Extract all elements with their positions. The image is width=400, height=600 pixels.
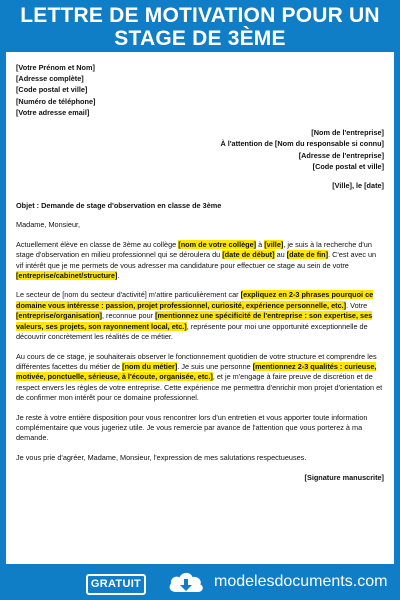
placeholder-highlight: [date de début]: [222, 250, 275, 260]
site-name: modelesdocuments.com: [214, 573, 388, 590]
page-title: LETTRE DE MOTIVATION POUR UN STAGE DE 3ÈME: [20, 4, 380, 50]
recipient-attention: À l'attention de [Nom du responsable si connu]: [220, 139, 384, 149]
text: , représente pour moi une opportunité exceptionnelle de découvrir concrètement les réalités de ce métier.: [16, 321, 368, 342]
sender-block: [16, 62, 384, 118]
paragraph-availability: Je reste à votre entière disposition pour vous rencontrer lors d'un entretien et vous apporter toute information complémentaire que vous jugeriez utile. Je vous remercie par avance de l'attention que vous porterez à ma demande.: [16, 412, 368, 443]
recipient-block: [16, 127, 384, 173]
text: . Je suis une personne: [177, 361, 253, 371]
text: Le secteur de [nom du secteur d'activité] m'attire particulièrement car: [16, 290, 241, 300]
placeholder-highlight: [ville]: [264, 239, 284, 249]
recipient-postal-city: [Code postal et ville]: [312, 162, 384, 172]
sender-address: [Adresse complète]: [16, 74, 84, 84]
placeholder-highlight: [expliquez en 2-3 phrases pourquoi ce domaine vous intéresse : passion, projet professionnel, curiosité, expérience personnelle, etc.]: [16, 290, 374, 310]
text: , je suis à la recherche d'un stage d'observation en milieu professionnel qui se déroulera du: [16, 239, 372, 260]
placeholder-highlight: [nom du métier]: [122, 361, 178, 371]
paragraph-closing: Je vous prie d'agréer, Madame, Monsieur, l'expression de mes salutations respectueuses.: [16, 452, 307, 462]
text: Au cours de ce stage, je souhaiterais observer le fonctionnement quotidien de votre structure et comprendre les différentes facettes du métier de: [16, 351, 377, 371]
sender-email: [Votre adresse email]: [16, 107, 90, 117]
free-badge: GRATUIT: [86, 574, 146, 595]
placeholder-highlight: [entreprise/organisation]: [16, 311, 102, 321]
text: . Votre: [346, 300, 368, 310]
greeting: Madame, Monsieur,: [16, 220, 81, 230]
placeholder-highlight: [nom de votre collège]: [178, 239, 257, 249]
footer: [0, 564, 400, 600]
placeholder-highlight: [entreprise/cabinet/structure]: [16, 271, 118, 281]
sender-name: [Votre Prénom et Nom]: [16, 63, 95, 72]
letter-subject: Objet : Demande de stage d'observation en classe de 3ème: [16, 201, 222, 211]
placeholder-highlight: [mentionnez 2-3 qualités : curieuse, motivée, ponctuelle, sérieuse, à l'écoute, organisée, etc.]: [16, 361, 377, 382]
text: , reconnue pour: [101, 311, 156, 321]
sender-postal-city: [Code postal et ville]: [16, 85, 88, 95]
paragraph-observation: [16, 352, 384, 404]
text: à: [256, 239, 265, 249]
placeholder-highlight: [date de fin]: [286, 250, 329, 260]
cloud-download-icon: [166, 568, 206, 598]
placeholder-highlight: [mentionnez une spécificité de l'entreprise : son expertise, ses valeurs, ses projets, son rayonnement local, etc.]: [16, 311, 373, 331]
text: , et je m'engage à faire preuve de discrétion et de respect envers les règles de votre entreprise. Cette expérience me permettra d'enrichir mon projet d'orientation et de confirmer mon intérêt pour ce domaine professionnel.: [16, 372, 383, 403]
paragraph-intro: [16, 240, 384, 282]
signature: [Signature manuscrite]: [304, 473, 384, 483]
recipient-company: [Nom de l'entreprise]: [311, 128, 384, 138]
recipient-address: [Adresse de l'entreprise]: [298, 150, 384, 160]
paragraph-sector: [16, 290, 384, 342]
text: . C'est avec un vif intérêt que je me permets de vous adresser ma candidature pour effectuer ce stage au sein de votre: [16, 250, 377, 270]
sender-phone: [Numéro de téléphone]: [16, 96, 96, 106]
letter-document: [6, 52, 394, 564]
place-date: [Ville], le [date]: [332, 180, 384, 190]
text: Actuellement élève en classe de 3ème au collège: [16, 239, 179, 249]
text: au: [274, 250, 287, 260]
text: .: [117, 271, 120, 281]
